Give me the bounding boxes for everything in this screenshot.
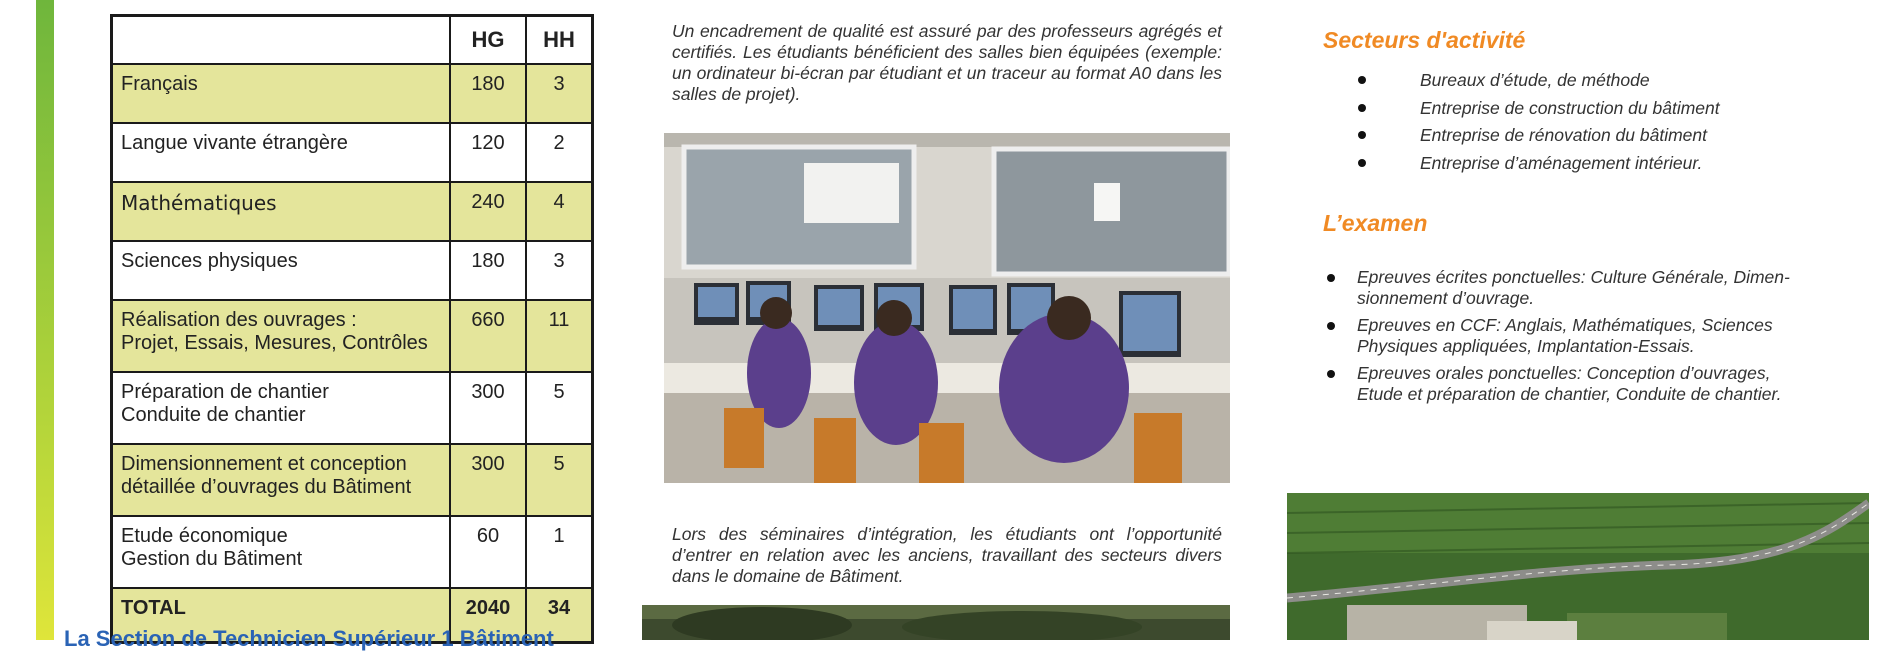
table-row: [112, 241, 593, 300]
table-cell-hh: 3: [526, 64, 593, 123]
table-header-hh: HH: [526, 16, 593, 65]
quality-paragraph: Un encadrement de qualité est assuré par des professeurs agrégés et certifiés. Les étudiants bénéficient des salles bien équipées (exemple: un ordinateur bi-écran par étudiant et un traceur au format A0 dans les salles de projet).: [672, 21, 1222, 104]
table-cell-hg: 240: [450, 182, 526, 241]
table-cell-hg: 300: [450, 444, 526, 516]
table-cell-hh: 5: [526, 444, 593, 516]
table-header-row: [112, 16, 593, 65]
list-item: Epreuves orales ponctuelles: Conception d’ouvrages, Etude et préparation de chantier, Conduite de chantier.: [1323, 363, 1813, 405]
table-cell-hh: 11: [526, 300, 593, 372]
table-cell-subject: Mathématiques: [112, 182, 451, 241]
table-row: [112, 372, 593, 444]
computer-lab-photo: [664, 133, 1230, 483]
list-item: Entreprise d’aménagement intérieur.: [1350, 151, 1720, 179]
table-cell-hh: 1: [526, 516, 593, 588]
sectors-title: Secteurs d'activité: [1323, 27, 1526, 53]
table-row: [112, 516, 593, 588]
table-total-hg: 2040: [450, 588, 526, 643]
table-header-hg: HG: [450, 16, 526, 65]
outdoor-photo: [642, 605, 1230, 640]
table-cell-hh: 3: [526, 241, 593, 300]
table-row: [112, 123, 593, 182]
table-cell-subject: Dimensionnement et conception détaillée d’ouvrages du Bâtiment: [112, 444, 451, 516]
left-accent-bar: [36, 0, 54, 640]
table-row: [112, 444, 593, 516]
table-cell-hg: 660: [450, 300, 526, 372]
table-cell-hh: 4: [526, 182, 593, 241]
table-cell-hg: 180: [450, 64, 526, 123]
table-cell-subject: Préparation de chantier Conduite de chantier: [112, 372, 451, 444]
list-item: Epreuves en CCF: Anglais, Mathématiques, Sciences Physiques appliquées, Implantation-Essais.: [1323, 315, 1813, 357]
table-cell-subject: Réalisation des ouvrages : Projet, Essais, Mesures, Contrôles: [112, 300, 451, 372]
table-cell-hg: 180: [450, 241, 526, 300]
section-heading: La Section de Technicien Supérieur 1 Bâtiment: [64, 626, 554, 651]
table-total-hh: 34: [526, 588, 593, 643]
table-row: [112, 182, 593, 241]
table-cell-hg: 60: [450, 516, 526, 588]
sectors-list: [1350, 68, 1720, 178]
table-cell-subject: Langue vivante étrangère: [112, 123, 451, 182]
exam-title: L’examen: [1323, 210, 1428, 236]
list-item: Epreuves écrites ponctuelles: Culture Générale, Dimen-sionnement d’ouvrage.: [1323, 267, 1813, 309]
table-row: [112, 64, 593, 123]
list-item: Entreprise de rénovation du bâtiment: [1350, 123, 1720, 151]
table-total-label: TOTAL: [112, 588, 451, 643]
table-header-subject: [112, 16, 451, 65]
table-cell-hg: 300: [450, 372, 526, 444]
table-cell-hh: 2: [526, 123, 593, 182]
aerial-site-photo: [1287, 493, 1869, 640]
table-cell-subject: Français: [112, 64, 451, 123]
table-row: [112, 300, 593, 372]
list-item: Entreprise de construction du bâtiment: [1350, 96, 1720, 124]
table-cell-subject: Sciences physiques: [112, 241, 451, 300]
table-cell-hh: 5: [526, 372, 593, 444]
list-item: Bureaux d’étude, de méthode: [1350, 68, 1720, 96]
table-cell-hg: 120: [450, 123, 526, 182]
curriculum-hours-table: [110, 14, 594, 644]
exam-list: [1323, 267, 1813, 411]
table-cell-subject: Etude économique Gestion du Bâtiment: [112, 516, 451, 588]
seminar-paragraph: Lors des séminaires d’intégration, les étudiants ont l’opportunité d’entrer en relation avec les anciens, travaillant des secteurs divers dans le domaine de Bâtiment.: [672, 524, 1222, 586]
